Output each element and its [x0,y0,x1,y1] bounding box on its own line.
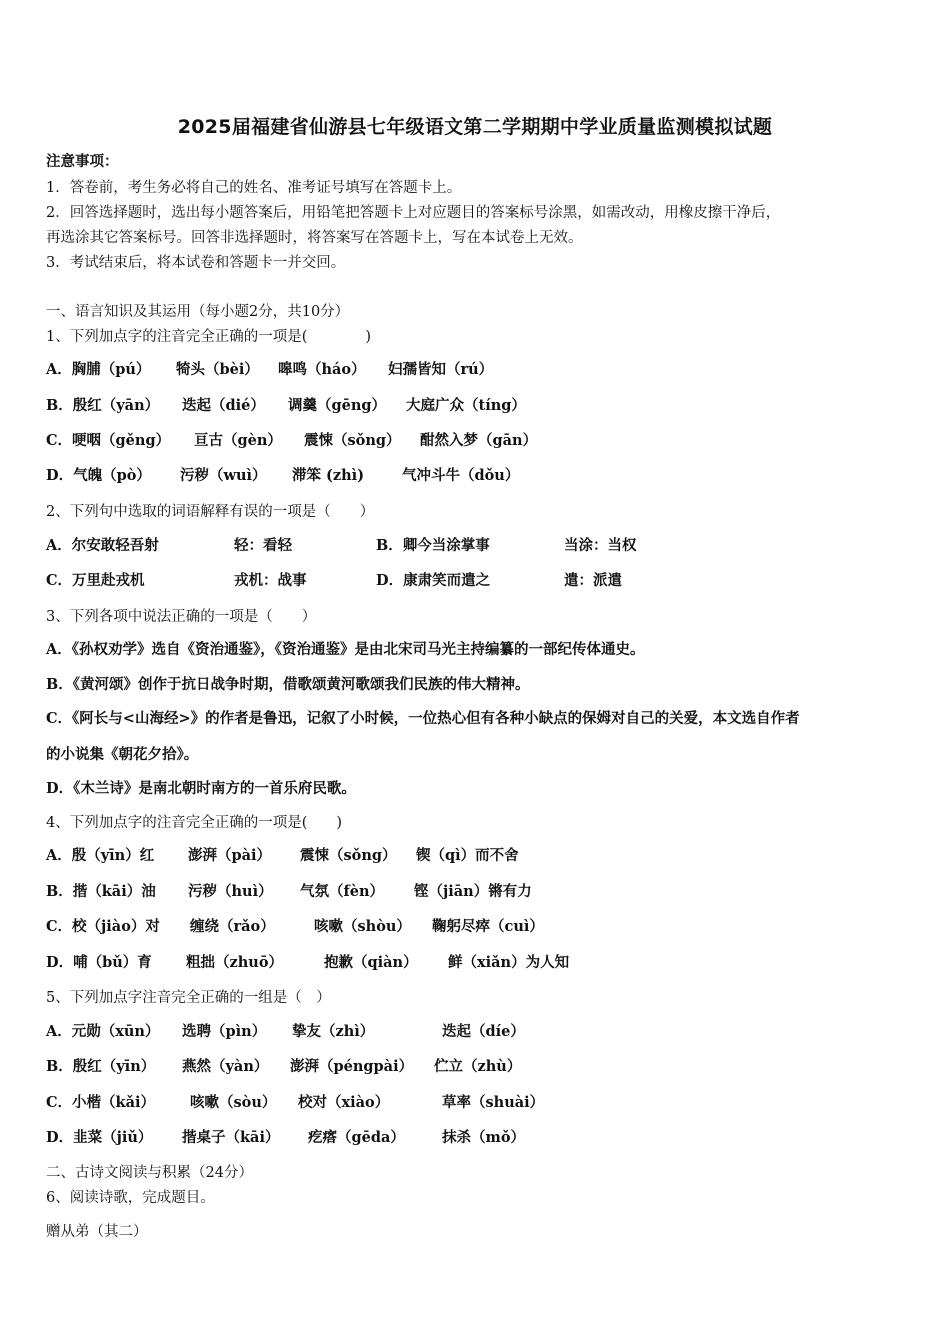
option-d: D．《木兰诗》是南北朝时南方的一首乐府民歌。 [46,780,356,797]
option-c-continued: 的小说集《朝花夕拾》。 [46,746,199,763]
option-a-1: A．胸脯（pú） [46,361,151,378]
option-a-4: 迭起（díe） [442,1023,525,1040]
option-a-2: 选聘（pìn） [182,1023,267,1040]
option-c-explain: 戎机：战事 [234,572,307,589]
option-b-1: B．揩（kāi）油 [46,883,156,900]
section-heading: 二、古诗文阅读与积累（24分） [46,1165,253,1181]
question-stem: 4、下列加点字的注音完全正确的一项是( ) [46,815,343,831]
option-b-2: 污秽（huì） [188,883,273,900]
option-b-explain: 当涂：当权 [564,537,637,554]
option-b-3: 澎湃（péngpài） [290,1058,414,1075]
option-b-2: 迭起（dié） [182,397,265,414]
question-stem: 6、阅读诗歌，完成题目。 [46,1190,215,1206]
option-b-2: 燕然（yàn） [182,1058,269,1075]
option-d-sentence: D．康肃笑而遣之 [376,572,491,589]
option-c-3: 咳嗽（shòu） [314,918,411,935]
option-a-4: 妇孺皆知（rú） [388,361,494,378]
notice-item: 再选涂其它答案标号。回答非选择题时，将答案写在答题卡上，写在本试卷上无效。 [46,230,583,246]
option-c-4: 草率（shuài） [442,1094,545,1111]
option-b-1: B．殷红（yīn） [46,1058,156,1075]
option-a-2: 澎湃（pài） [188,847,272,864]
section-heading: 一、语言知识及其运用（每小题2分，共10分） [46,304,350,320]
option-a: A．《孙权劝学》选自《资治通鉴》，《资治通鉴》是由北宋司马光主持编纂的一部纪传体通史。 [46,641,645,658]
option-a-3: 嗥鸣（háo） [278,361,366,378]
question-stem: 1、下列加点字的注音完全正确的一项是( ) [46,329,372,345]
option-d-2: 揩桌子（kāi） [182,1129,280,1146]
question-stem: 3、下列各项中说法正确的一项是（ ） [46,609,317,625]
page-title: 2025届福建省仙游县七年级语文第二学期期中学业质量监测模拟试题 [177,116,773,138]
option-d-4: 抹杀（mǒ） [442,1129,526,1146]
notice-item: 2．回答选择题时，选出每小题答案后，用铅笔把答题卡上对应题目的答案标号涂黑，如需改动，用橡皮擦干净后， [46,205,781,221]
option-b-sentence: B．卿今当涂掌事 [376,537,490,554]
option-d-1: D．哺（bǔ）育 [46,954,152,971]
option-a-3: 震悚（sǒng） [300,847,397,864]
question-stem: 2、下列句中选取的词语解释有误的一项是（ ） [46,504,375,520]
option-a-3: 挚友（zhì） [292,1023,375,1040]
option-c-3: 校对（xiào） [298,1094,390,1111]
option-c-2: 缠绕（rǎo） [190,918,275,935]
option-d-2: 粗拙（zhuō） [186,954,283,971]
option-c-1: C．哽咽（gěng） [46,432,171,449]
option-b-1: B．殷红（yān） [46,397,160,414]
option-c-sentence: C．万里赴戎机 [46,572,145,589]
question-stem: 5、下列加点字注音完全正确的一组是（ ） [46,990,331,1006]
option-c-1: C．校（jiào）对 [46,918,160,935]
option-b: B．《黄河颂》创作于抗日战争时期，借歌颂黄河歌颂我们民族的伟大精神。 [46,676,530,693]
option-b-4: 伫立（zhù） [434,1058,522,1075]
option-b-3: 气氛（fèn） [300,883,385,900]
option-d-explain: 遣：派遣 [564,572,622,589]
option-d-3: 滞笨 (zhì) [292,467,365,484]
option-a-explain: 轻：看轻 [234,537,292,554]
option-a-2: 犄头（bèi） [176,361,259,378]
option-b-4: 大庭广众（tíng） [406,397,526,414]
option-a-1: A．元勋（xūn） [46,1023,160,1040]
option-c-4: 酣然入梦（gān） [420,432,538,449]
option-b-3: 调羹（gēng） [288,397,387,414]
notice-heading: 注意事项： [46,153,119,170]
option-b-4: 铿（jiān）锵有力 [414,883,532,900]
poem-title: 赠从弟（其二） [46,1224,148,1240]
option-a-1: A．殷（yīn）红 [46,847,155,864]
option-d-1: D．韭菜（jiǔ） [46,1129,153,1146]
option-a-4: 锲（qì）而不舍 [416,847,519,864]
option-d-2: 污秽（wuì） [180,467,267,484]
option-c: C．《阿长与<山海经>》的作者是鲁迅，记叙了小时候，一位热心但有各种小缺点的保姆对自己的关爱，本文选自作者 [46,710,800,727]
notice-item: 1．答卷前，考生务必将自己的姓名、准考证号填写在答题卡上。 [46,180,462,196]
option-d-4: 鲜（xiǎn）为人知 [448,954,570,971]
option-c-2: 亘古（gèn） [194,432,282,449]
option-d-3: 抱歉（qiàn） [324,954,418,971]
option-d-3: 疙瘩（gēda） [308,1129,405,1146]
option-c-3: 震悚（sǒng） [304,432,401,449]
option-a-sentence: A．尔安敢轻吾射 [46,537,159,554]
option-c-2: 咳嗽（sòu） [190,1094,277,1111]
option-d-1: D．气魄（pò） [46,467,151,484]
option-d-4: 气冲斗牛（dǒu） [402,467,520,484]
option-c-4: 鞠躬尽瘁（cuì） [432,918,544,935]
option-c-1: C．小楷（kǎi） [46,1094,155,1111]
notice-item: 3．考试结束后，将本试卷和答题卡一并交回。 [46,255,346,271]
